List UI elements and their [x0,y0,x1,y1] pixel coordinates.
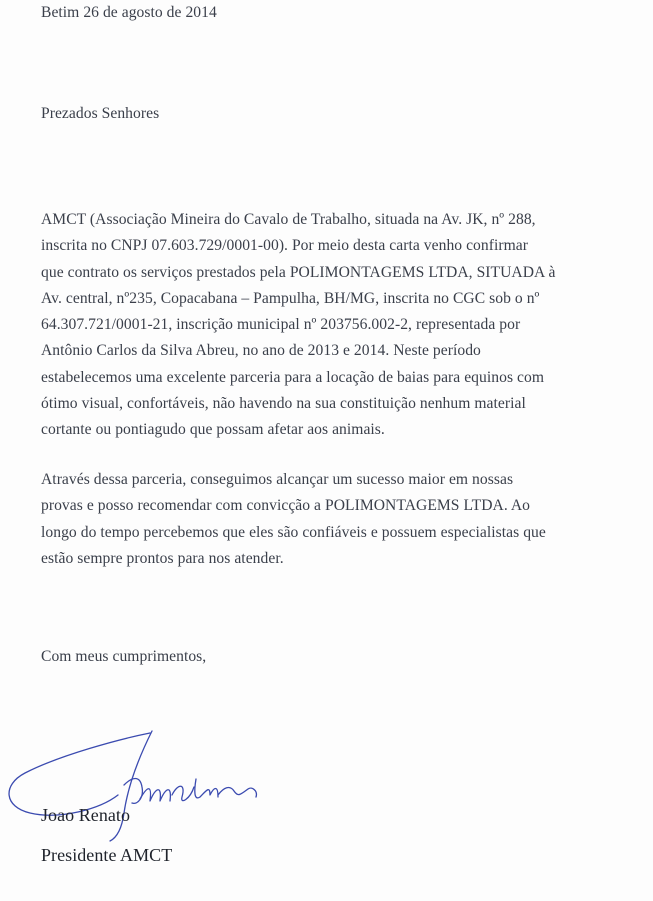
body-paragraph-2 [41,467,546,572]
paragraph-line: AMCT (Associação Mineira do Cavalo de Trabalho, situada na Av. JK, nº 288, [41,211,536,228]
paragraph-line: estabelecemos uma excelente parceria para a locação de baias para equinos com [41,368,545,386]
paragraph-line: que contrato os serviços prestados pela POLIMONTAGEMS LTDA, SITUADA à [41,263,556,281]
paragraph-line: provas e posso recomendar com convicção a POLIMONTAGEMS LTDA. Ao [41,497,531,515]
letter-closing: Com meus cumprimentos, [41,648,207,665]
handwritten-signature [0,725,280,845]
body-paragraph-1 [41,207,555,444]
signer-name: Joao Renato [41,805,131,825]
paragraph-line: Através dessa parceria, conseguimos alcançar um sucesso maior em nossas [41,471,514,488]
paragraph-line: ótimo visual, confortáveis, não havendo na sua constituição nenhum material [41,395,526,413]
paragraph-line: inscrita no CNPJ 07.603.729/0001-00). Por meio desta carta venho confirmar [41,237,529,255]
letter-date: Betim 26 de agosto de 2014 [41,4,217,21]
paragraph-line: cortante ou pontiagudo que possam afetar aos animais. [41,421,385,439]
paragraph-line: Av. central, nº235, Copacabana – Pampulha, BH/MG, inscrita no CGC sob o nº [41,289,540,307]
paragraph-line: longo do tempo percebemos que eles são confiáveis e possuem especialistas que [41,523,546,541]
paragraph-line: Antônio Carlos da Silva Abreu, no ano de 2013 e 2014. Neste período [41,342,481,360]
paragraph-line: estão sempre prontos para nos atender. [41,549,284,567]
paragraph-line: 64.307.721/0001-21, inscrição municipal nº 203756.002-2, representada por [41,316,521,334]
letter-greeting: Prezados Senhores [41,105,160,122]
signer-title: Presidente AMCT [41,845,173,865]
